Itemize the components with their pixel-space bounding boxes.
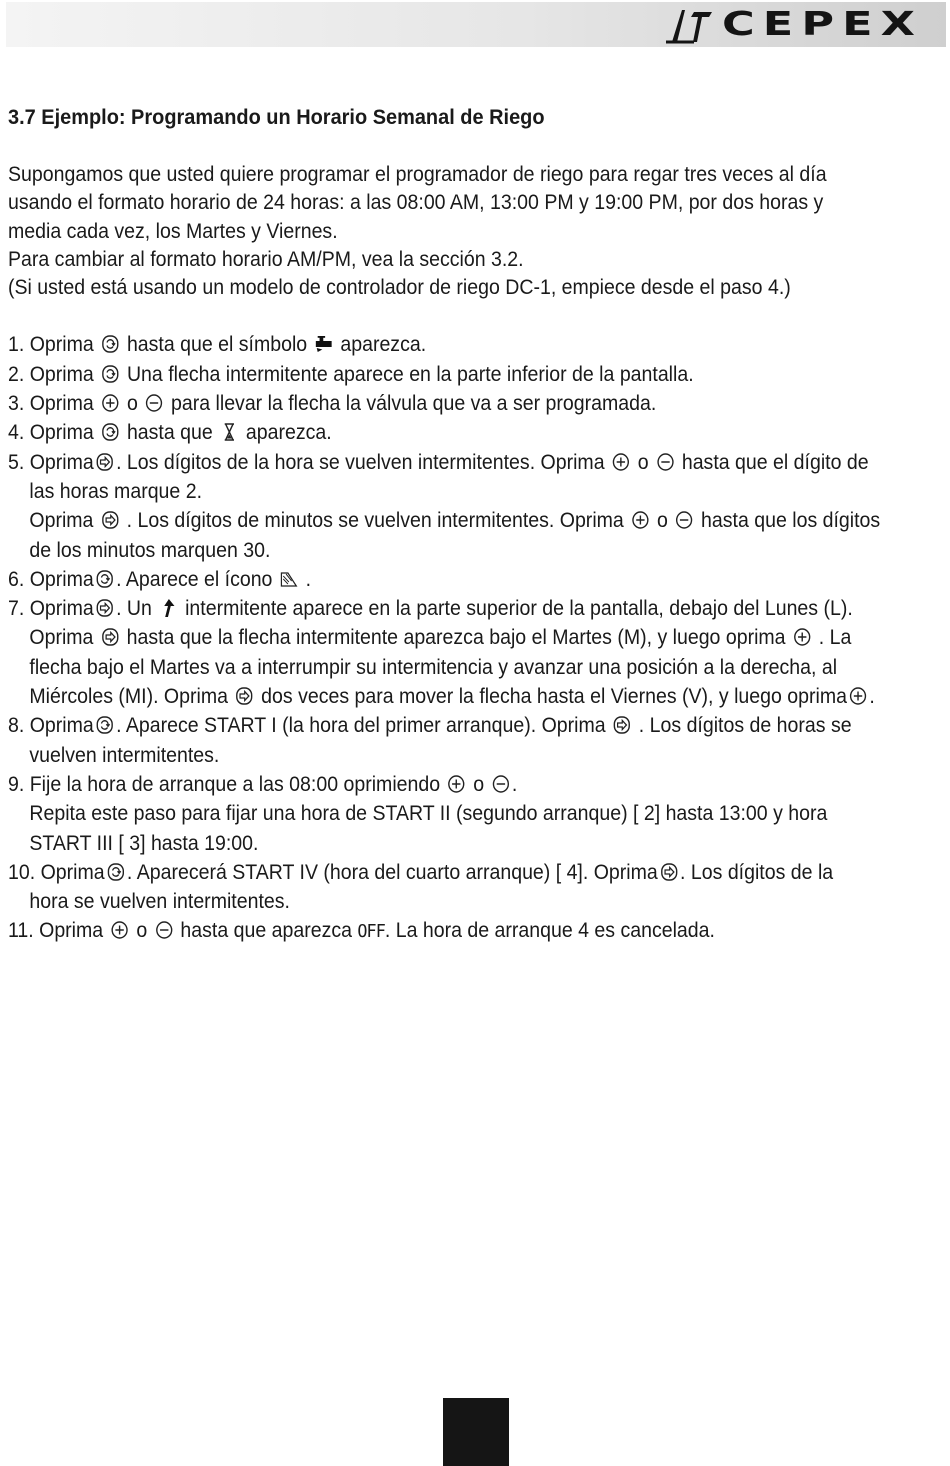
step-text: . Aparecerá START IV (hora del cuarto arranque) [ 4]. Oprima — [126, 860, 658, 884]
step-text: . Los dígitos de la — [680, 860, 834, 884]
step-11 — [8, 916, 880, 946]
step-7-cont — [8, 682, 880, 711]
page-number-box — [443, 1398, 509, 1466]
document-content — [8, 104, 946, 947]
step-2 — [8, 360, 880, 389]
step-text: aparezca. — [340, 333, 427, 357]
minus-button-icon — [656, 452, 675, 472]
next-button-icon — [660, 862, 679, 882]
brand-name: CEPEX — [722, 4, 924, 43]
cycle-button-icon — [96, 715, 115, 735]
step-text: dos veces para mover la flecha hasta el Viernes (V), y luego oprima — [261, 685, 848, 709]
step-text: 5. Oprima — [8, 450, 94, 474]
plus-button-icon — [612, 452, 631, 472]
plus-button-icon — [101, 393, 120, 413]
cycle-button-icon — [101, 364, 120, 384]
step-text: 10. Oprima — [8, 860, 105, 884]
step-text: . Aparece el ícono — [116, 567, 273, 591]
step-text: o — [126, 392, 138, 416]
step-8-cont — [8, 741, 880, 770]
step-text: 1. Oprima — [8, 333, 94, 357]
step-text: flecha bajo el Martes va a interrumpir su intermitencia y avanzar una posición a la derecha, al — [29, 655, 838, 679]
step-text: intermitente aparece en la parte superior de la pantalla, debajo del Lunes (L). — [185, 597, 853, 621]
step-5-cont — [8, 477, 880, 506]
step-5-cont — [8, 506, 880, 535]
step-9-cont — [8, 799, 880, 828]
intro-line: usando el formato horario de 24 horas: a las 08:00 AM, 13:00 PM y 19:00 PM, por dos horas y — [8, 191, 824, 215]
section-title: 3.7 Ejemplo: Programando un Horario Semanal de Riego — [8, 106, 545, 129]
minus-button-icon — [155, 920, 174, 940]
steps-list — [8, 330, 946, 946]
step-text: Una flecha intermitente aparece en la parte inferior de la pantalla. — [126, 362, 694, 386]
step-7-cont — [8, 623, 880, 652]
step-10 — [8, 858, 880, 887]
step-text: aparezca. — [245, 421, 332, 445]
step-text: o — [136, 919, 148, 943]
step-text: Miércoles (MI). Oprima — [29, 685, 228, 709]
step-text: hasta que los dígitos — [701, 509, 881, 533]
step-6 — [8, 565, 880, 594]
step-text: 8. Oprima — [8, 714, 94, 738]
step-10-cont — [8, 887, 880, 916]
step-text: . Los dígitos de la hora se vuelven intermitentes. Oprima — [116, 450, 605, 474]
step-text: . La hora de arranque 4 es cancelada. — [384, 919, 715, 943]
step-text: . — [511, 772, 518, 796]
next-button-icon — [96, 598, 115, 618]
step-text: hasta que el símbolo — [126, 333, 308, 357]
step-text: 2. Oprima — [8, 362, 94, 386]
step-text: 3. Oprima — [8, 392, 94, 416]
step-text: o — [656, 509, 668, 533]
next-button-icon — [101, 627, 120, 647]
step-text: para llevar la flecha la válvula que va a ser programada. — [170, 392, 657, 416]
step-text: Oprima — [29, 626, 94, 650]
step-text: . Aparece START I (la hora del primer arranque). Oprima — [116, 714, 606, 738]
step-text: hora se vuelven intermitentes. — [29, 890, 290, 914]
next-button-icon — [235, 686, 254, 706]
step-1 — [8, 330, 880, 359]
step-text: Repita este paso para fijar una hora de START II (segundo arranque) [ 2] hasta 13:00 y hora — [29, 802, 828, 826]
minus-button-icon — [491, 774, 510, 794]
step-text: START III [ 3] hasta 19:00. — [29, 831, 259, 855]
step-8 — [8, 711, 880, 740]
step-text: 11. Oprima — [8, 919, 104, 943]
step-text: hasta que aparezca — [180, 919, 352, 943]
next-button-icon — [96, 452, 115, 472]
step-text: 6. Oprima — [8, 567, 94, 591]
step-text: . — [305, 567, 312, 591]
tap-icon — [314, 334, 333, 354]
step-text: o — [473, 772, 485, 796]
calendar-icon — [280, 569, 299, 589]
next-button-icon — [101, 510, 120, 530]
step-9 — [8, 770, 880, 799]
step-text: hasta que la flecha intermitente aparezca bajo el Martes (M), y luego oprima — [126, 626, 786, 650]
step-text: . — [869, 685, 875, 709]
step-7 — [8, 594, 880, 623]
plus-button-icon — [631, 510, 650, 530]
intro-line: media cada vez, los Martes y Viernes. — [8, 219, 338, 243]
off-display-text: OFF — [357, 921, 385, 943]
step-3 — [8, 389, 880, 418]
step-text: 9. Fije la hora de arranque a las 08:00 oprimiendo — [8, 772, 441, 796]
intro-line: (Si usted está usando un modelo de controlador de riego DC-1, empiece desde el paso 4.) — [8, 276, 791, 300]
plus-button-icon — [849, 686, 868, 706]
step-text: . La — [818, 626, 852, 650]
intro-line: Supongamos que usted quiere programar el programador de riego para regar tres veces al día — [8, 163, 827, 186]
step-text: . Los dígitos de horas se — [638, 714, 852, 738]
step-text: 7. Oprima — [8, 597, 94, 621]
step-4 — [8, 418, 880, 447]
plus-button-icon — [110, 920, 129, 940]
cycle-button-icon — [96, 569, 115, 589]
cycle-button-icon — [101, 334, 120, 354]
plus-button-icon — [447, 774, 466, 794]
flashing-arrow-icon — [159, 598, 178, 618]
step-text: Oprima — [29, 509, 94, 533]
step-5-cont — [8, 536, 880, 565]
cepex-logo-mark-icon — [664, 4, 722, 44]
plus-button-icon — [793, 627, 812, 647]
step-text: de los minutos marquen 30. — [29, 538, 271, 562]
intro — [8, 161, 946, 302]
step-text: o — [637, 450, 649, 474]
intro-line: Para cambiar al formato horario AM/PM, vea la sección 3.2. — [8, 247, 524, 271]
hourglass-icon — [220, 422, 239, 442]
step-text: hasta que — [126, 421, 213, 445]
step-text: 4. Oprima — [8, 421, 94, 445]
step-text: vuelven intermitentes. — [29, 743, 220, 767]
cycle-button-icon — [101, 422, 120, 442]
step-text: hasta que el dígito de — [681, 450, 869, 474]
cycle-button-icon — [106, 862, 125, 882]
step-text: las horas marque 2. — [29, 479, 203, 503]
step-5 — [8, 448, 880, 477]
minus-button-icon — [145, 393, 164, 413]
step-9-cont — [8, 829, 880, 858]
step-text: . Los dígitos de minutos se vuelven intermitentes. Oprima — [126, 509, 624, 533]
step-text: . Un — [116, 597, 152, 621]
minus-button-icon — [675, 510, 694, 530]
cepex-logo — [664, 4, 924, 44]
step-7-cont — [8, 653, 880, 682]
next-button-icon — [613, 715, 632, 735]
